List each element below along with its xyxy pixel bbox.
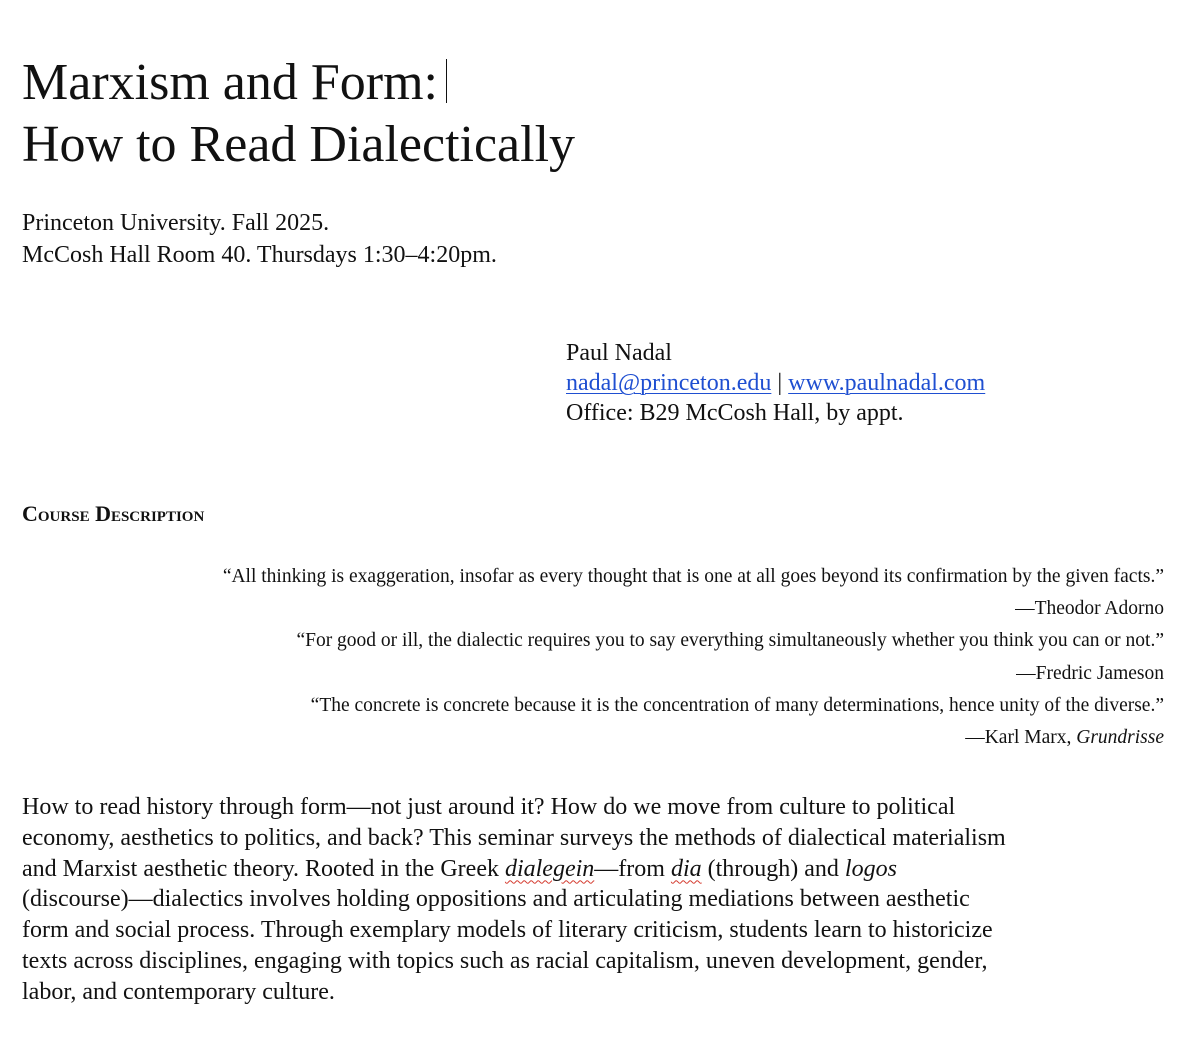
website-link[interactable]: www.paulnadal.com <box>788 370 986 396</box>
course-description-body <box>22 792 1172 1008</box>
title-line-1 <box>22 52 575 114</box>
epigraph-attribution-jameson: —Fredric Jameson <box>1016 662 1164 684</box>
office-info: Office: B29 McCosh Hall, by appt. <box>566 400 904 426</box>
term-dia: dia <box>670 855 702 882</box>
title-line-1-text: Marxism and Form: <box>22 54 438 111</box>
term-logos: logos <box>844 855 897 882</box>
course-description-heading: Course Description <box>22 501 205 526</box>
course-location-time: McCosh Hall Room 40. Thursdays 1:30–4:20pm. <box>22 242 497 268</box>
description-line: form and social process. Through exemplary models of literary criticism, students learn to historicize <box>22 917 993 944</box>
instructor-contact <box>566 338 985 428</box>
marx-attribution-work: Grundrisse <box>1076 727 1164 749</box>
description-line: texts across disciplines, engaging with topics such as racial capitalism, uneven development, gender, <box>22 947 988 974</box>
epigraph-attribution-marx <box>14 722 1164 754</box>
term-dialegein: dialegein <box>504 855 595 882</box>
epigraphs <box>14 561 1164 754</box>
contact-links <box>566 368 985 398</box>
title-line-2: How to Read Dialectically <box>22 116 576 173</box>
marx-attribution-prefix: —Karl Marx, <box>965 727 1077 749</box>
description-line: labor, and contemporary culture. <box>22 978 335 1005</box>
description-line: (discourse)—dialectics involves holding oppositions and articulating mediations between aesthetic <box>22 886 970 913</box>
instructor-name: Paul Nadal <box>566 340 672 366</box>
text-cursor <box>446 59 447 103</box>
course-institution-term: Princeton University. Fall 2025. <box>22 210 330 236</box>
description-text: and Marxist aesthetic theory. Rooted in the Greek <box>22 855 505 882</box>
description-text: —from <box>594 855 671 882</box>
epigraph-quote-jameson: “For good or ill, the dialectic requires you to say everything simultaneously whether you think you can or not.” <box>296 630 1164 652</box>
epigraph-quote-marx: “The concrete is concrete because it is the concentration of many determinations, hence unity of the diverse.” <box>310 694 1164 716</box>
epigraph-quote-adorno: “All thinking is exaggeration, insofar as every thought that is one at all goes beyond its confirmation by the given facts.” <box>222 566 1164 587</box>
description-line <box>22 854 1172 885</box>
description-line: How to read history through form—not just around it? How do we move from culture to political <box>22 794 956 820</box>
description-line: economy, aesthetics to politics, and back? This seminar surveys the methods of dialectical materialism <box>22 824 1006 851</box>
document-title <box>22 52 575 176</box>
epigraph-attribution-adorno: —Theodor Adorno <box>1015 598 1164 620</box>
contact-separator: | <box>771 370 789 396</box>
email-link[interactable]: nadal@princeton.edu <box>566 370 772 396</box>
description-text: (through) and <box>701 855 845 882</box>
course-meta <box>22 207 497 271</box>
